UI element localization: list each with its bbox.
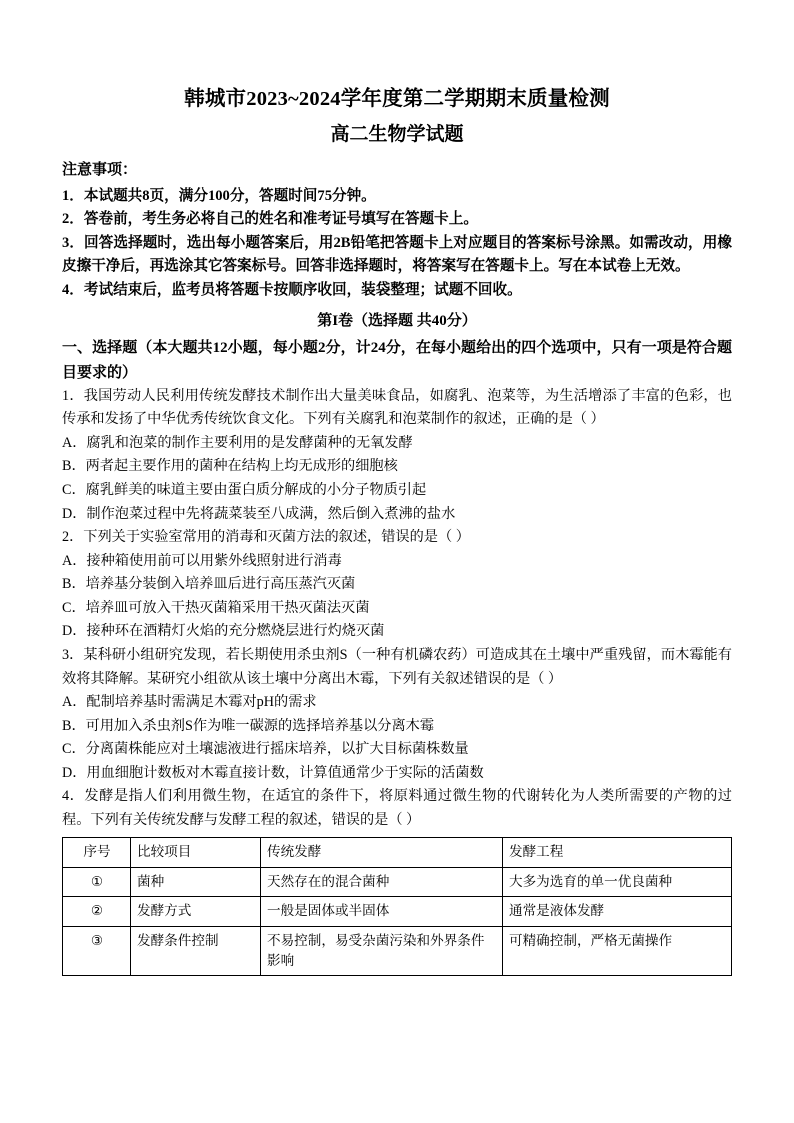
paper-subtitle: 高二生物学试题	[330, 123, 464, 145]
question-option: C．腐乳鲜美的味道主要由蛋白质分解成的小分子物质引起	[62, 482, 427, 499]
question-option: A．接种箱使用前可以用紫外线照射进行消毒	[62, 552, 342, 569]
notice-item: 2．答卷前，考生务必将自己的姓名和准考证号填写在答题卡上。	[62, 211, 478, 228]
table-cell: 天然存在的混合菌种	[261, 867, 503, 896]
comparison-table	[62, 837, 732, 976]
question-option: D．接种环在酒精灯火焰的充分燃烧层进行灼烧灭菌	[62, 623, 385, 640]
question-option: B．可用加入杀虫剂S作为唯一碳源的选择培养基以分离木霉	[62, 717, 435, 734]
table-header-cell: 序号	[63, 838, 131, 867]
question-stem: 2．下列关于实验室常用的消毒和灭菌方法的叙述，错误的是（ ）	[62, 529, 470, 546]
question-stem: 3．某科研小组研究发现，若长期使用杀虫剂S（一种有机磷农药）可造成其在土壤中严重残留，而木霉能有效将其降解。某研究小组欲从该土壤中分离出木霉，下列有关叙述错误的是（ ）	[62, 646, 732, 687]
table-cell: 发酵方式	[131, 897, 261, 926]
table-cell: 可精确控制，严格无菌操作	[503, 926, 732, 976]
table-header-cell: 比较项目	[131, 838, 261, 867]
table-cell: ①	[63, 867, 131, 896]
table-row	[63, 926, 732, 976]
question-stem: 1．我国劳动人民利用传统发酵技术制作出大量美味食品，如腐乳、泡菜等，为生活增添了丰富的色彩，也传承和发扬了中华优秀传统饮食文化。下列有关腐乳和泡菜制作的叙述，正确的是（ ）	[62, 387, 732, 428]
page-title: 韩城市2023~2024学年度第二学期期末质量检测	[184, 88, 610, 110]
question-option: B．培养基分装倒入培养皿后进行高压蒸汽灭菌	[62, 576, 356, 593]
notice-item: 1．本试题共8页，满分100分，答题时间75分钟。	[62, 187, 376, 204]
table-cell: 菌种	[131, 867, 261, 896]
question-option: D．制作泡菜过程中先将蔬菜装至八成满，然后倒入煮沸的盐水	[62, 505, 456, 522]
table-header-row	[63, 838, 732, 867]
table-cell: 发酵条件控制	[131, 926, 261, 976]
table-cell: 不易控制，易受杂菌污染和外界条件影响	[261, 926, 503, 976]
section-one-heading: 一、选择题（本大题共12小题，每小题2分，计24分，在每小题给出的四个选项中，只有一项是符合题目要求的）	[62, 340, 732, 381]
question-option: A．腐乳和泡菜的制作主要利用的是发酵菌种的无氧发酵	[62, 434, 413, 451]
table-cell: 通常是液体发酵	[503, 897, 732, 926]
table-cell: ②	[63, 897, 131, 926]
question-option: B．两者起主要作用的菌种在结构上均无成形的细胞核	[62, 458, 398, 475]
table-cell: 一般是固体或半固体	[261, 897, 503, 926]
notice-item: 3．回答选择题时，选出每小题答案后，用2B铅笔把答题卡上对应题目的答案标号涂黑。如需改动，用橡皮擦干净后，再选涂其它答案标号。回答非选择题时，将答案写在答题卡上。写在本试卷上无效。	[62, 234, 732, 275]
question-option: C．培养皿可放入干热灭菌箱采用干热灭菌法灭菌	[62, 599, 370, 616]
table-row	[63, 867, 732, 896]
question-option: D．用血细胞计数板对木霉直接计数，计算值通常少于实际的活菌数	[62, 764, 484, 781]
table-header-cell: 传统发酵	[261, 838, 503, 867]
question-option: A．配制培养基时需满足木霉对pH的需求	[62, 694, 317, 711]
table-row	[63, 897, 732, 926]
notice-item: 4．考试结束后，监考员将答题卡按顺序收回，装袋整理；试题不回收。	[62, 282, 522, 299]
notice-heading: 注意事项：	[62, 162, 138, 179]
question-option: C．分离菌株能应对土壤滤液进行摇床培养，以扩大目标菌株数量	[62, 741, 469, 758]
table-cell: 大多为选育的单一优良菌种	[503, 867, 732, 896]
table-header-cell: 发酵工程	[503, 838, 732, 867]
table-cell: ③	[63, 926, 131, 976]
volume-label: 第I卷（选择题 共40分）	[317, 312, 477, 329]
question-stem: 4．发酵是指人们利用微生物，在适宜的条件下，将原料通过微生物的代谢转化为人类所需要的产物的过程。下列有关传统发酵与发酵工程的叙述，错误的是（ ）	[62, 788, 732, 828]
